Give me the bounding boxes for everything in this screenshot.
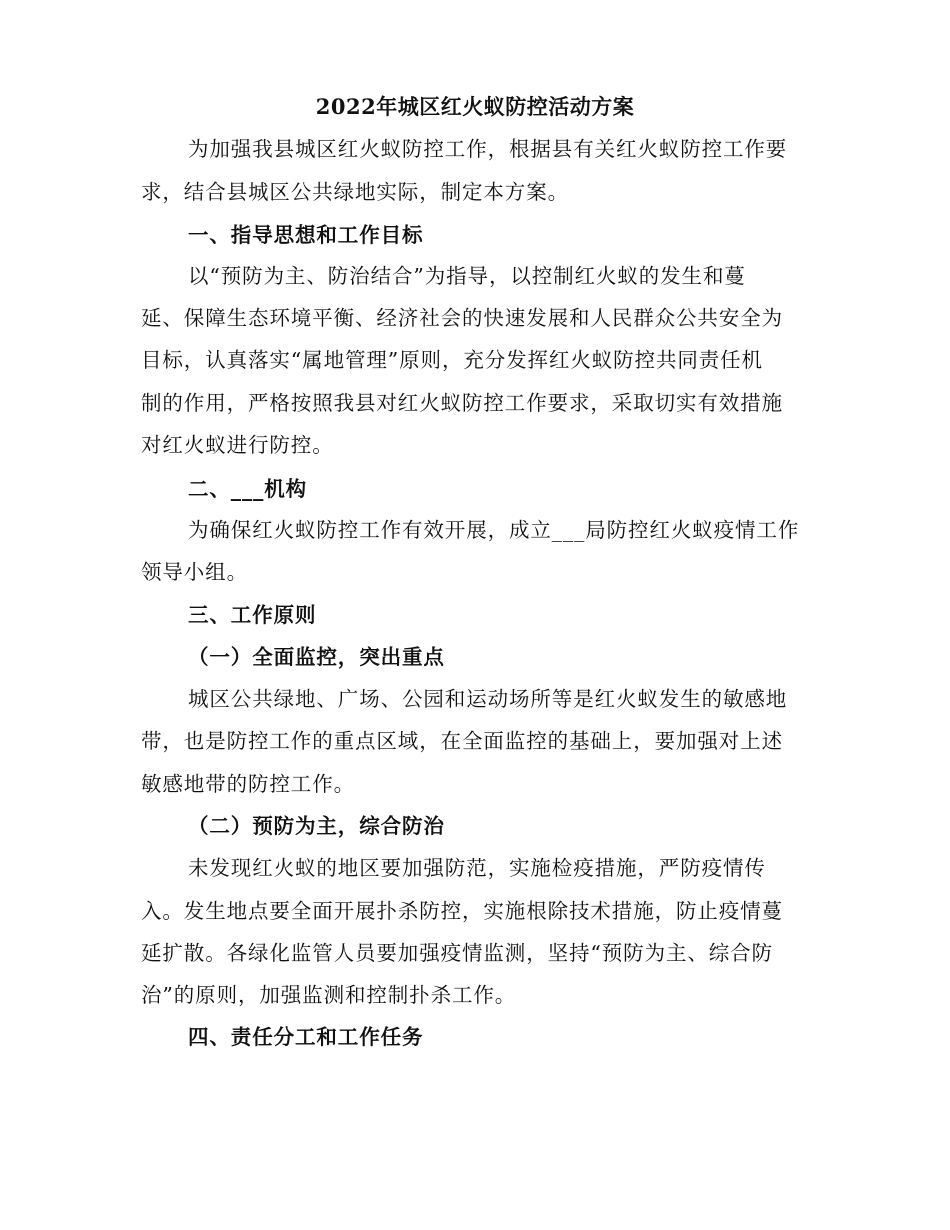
subsection-2-paragraph-line: 延扩散。各绿化监管人员要加强疫情监测，坚持“预防为主、综合防 <box>141 941 773 965</box>
section-2-paragraph-line: 为确保红火蚁防控工作有效开展，成立___局防控红火蚁疫情工作 <box>188 518 800 542</box>
subsection-2-paragraph-line: 入。发生地点要全面开展扑杀防控，实施根除技术措施，防止疫情蔓 <box>141 899 783 923</box>
subsection-2-paragraph-line: 未发现红火蚁的地区要加强防范，实施检疫措施，严防疫情传 <box>188 856 766 880</box>
intro-paragraph-line: 为加强我县城区红火蚁防控工作，根据县有关红火蚁防控工作要 <box>188 137 788 161</box>
subsection-2-paragraph-line: 治”的原则，加强监测和控制扑杀工作。 <box>141 983 517 1007</box>
subsection-1-paragraph-line: 城区公共绿地、广场、公园和运动场所等是红火蚁发生的敏感地 <box>188 687 788 711</box>
document-title: 2022年城区红火蚁防控活动方案 <box>315 94 635 119</box>
section-1-paragraph-line: 制的作用，严格按照我县对红火蚁防控工作要求，采取切实有效措施 <box>141 391 783 415</box>
section-2-paragraph-line: 领导小组。 <box>141 560 248 584</box>
section-1-paragraph-line: 对红火蚁进行防控。 <box>141 433 334 457</box>
section-heading-3: 三、工作原则 <box>188 603 317 627</box>
intro-paragraph-line: 求，结合县城区公共绿地实际，制定本方案。 <box>141 180 569 204</box>
section-heading-2: 二、___机构 <box>188 477 308 501</box>
subsection-1-paragraph-line: 敏感地带的防控工作。 <box>141 772 355 796</box>
subsection-1-paragraph-line: 带，也是防控工作的重点区域，在全面监控的基础上，要加强对上述 <box>141 729 783 753</box>
subsection-heading-2: （二）预防为主，综合防治 <box>188 814 445 838</box>
subsection-heading-1: （一）全面监控，突出重点 <box>188 645 445 669</box>
section-heading-4: 四、责任分工和工作任务 <box>188 1025 424 1049</box>
section-1-paragraph-line: 以“预防为主、防治结合”为指导，以控制红火蚁的发生和蔓 <box>188 264 746 288</box>
section-heading-1: 一、指导思想和工作目标 <box>188 223 424 247</box>
section-1-paragraph-line: 延、保障生态环境平衡、经济社会的快速发展和人民群众公共安全为 <box>141 306 783 330</box>
section-1-paragraph-line: 目标，认真落实“属地管理”原则，充分发挥红火蚁防控共同责任机 <box>141 348 763 372</box>
